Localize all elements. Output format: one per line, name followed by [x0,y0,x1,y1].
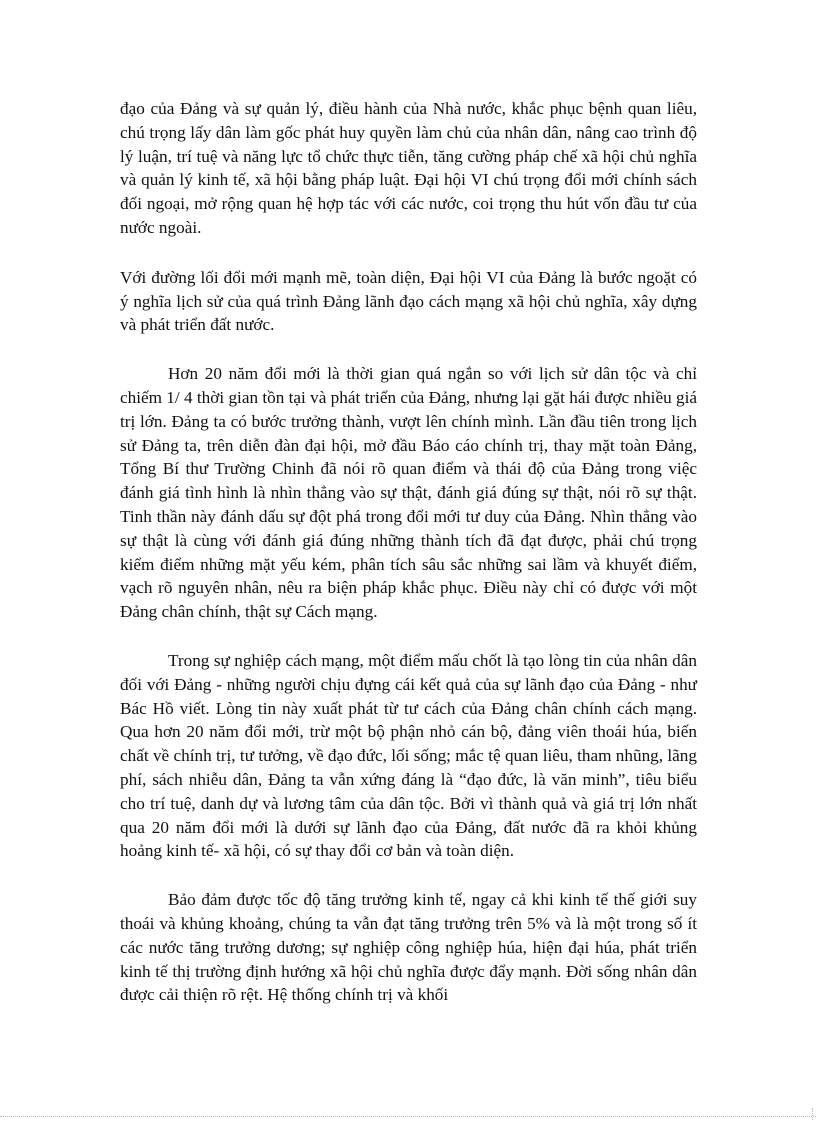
document-body [120,97,697,1007]
paragraph-1: đạo của Đảng và sự quản lý, điều hành của Nhà nước, khắc phục bệnh quan liêu, chú trọng lấy dân làm gốc phát huy quyền làm chủ của nhân dân, nâng cao trình độ lý luận, trí tuệ và năng lực tổ chức thực tiễn, tăng cường pháp chế xã hội chủ nghĩa và quản lý kinh tế, xã hội bằng pháp luật. Đại hội VI chú trọng đổi mới chính sách đối ngoại, mở rộng quan hệ hợp tác với các nước, coi trọng thu hút vốn đầu tư của nước ngoài. [120,99,697,237]
paragraph-2: Với đường lối đổi mới mạnh mẽ, toàn diện, Đại hội VI của Đảng là bước ngoặt có ý nghĩa lịch sử của quá trình Đảng lãnh đạo cách mạng xã hội chủ nghĩa, xây dựng và phát triển đất nước. [120,267,697,335]
paragraph-3: Hơn 20 năm đổi mới là thời gian quá ngắn so với lịch sử dân tộc và chỉ chiếm 1/ 4 thời gian tồn tại và phát triển của Đảng, nhưng lại gặt hái được nhiều giá trị lớn. Đảng ta có bước trưởng thành, vượt lên chính mình. Lần đầu tiên trong lịch sử Đảng ta, trên diễn đàn đại hội, mở đầu Báo cáo chính trị, thay mặt toàn Đảng, Tổng Bí thư Trường Chinh đã nói rõ quan điểm và thái độ của Đảng trong việc đánh giá tình hình là nhìn thẳng vào sự thật, đánh giá đúng sự thật, nói rõ sự thật. Tinh thần này đánh dấu sự đột phá trong đổi mới tư duy của Đảng. Nhìn thẳng vào sự thật là cùng với đánh giá đúng những thành tích đã đạt được, phải chú trọng kiểm điểm những mặt yếu kém, phân tích sâu sắc những sai lầm và khuyết điểm, vạch rõ nguyên nhân, nêu ra biện pháp khắc phục. Điều này chỉ có được với một Đảng chân chính, thật sự Cách mạng. [120,364,697,622]
paragraph-5: Bảo đảm được tốc độ tăng trưởng kinh tế, ngay cả khi kinh tế thế giới suy thoái và khủng khoảng, chúng ta vẫn đạt tăng trưởng trên 5% và là một trong số ít các nước tăng trưởng dương; sự nghiệp công nghiệp húa, hiện đại húa, phát triển kinh tế thị trường định hướng xã hội chủ nghĩa được đẩy mạnh. Đời sống nhân dân được cải thiện rõ rệt. Hệ thống chính trị và khối [120,890,697,1005]
page-corner-border [812,1108,813,1120]
page-bottom-border [0,1116,816,1117]
paragraph-4: Trong sự nghiệp cách mạng, một điểm mấu chốt là tạo lòng tin của nhân dân đối với Đảng - những người chịu đựng cái kết quả của sự lãnh đạo của Đảng - như Bác Hồ viết. Lòng tin này xuất phát từ tư cách của Đảng chân chính cách mạng. Qua hơn 20 năm đổi mới, trừ một bộ phận nhỏ cán bộ, đảng viên thoái húa, biến chất về chính trị, tư tưởng, về đạo đức, lối sống; mắc tệ quan liêu, tham nhũng, lãng phí, sách nhiễu dân, Đảng ta vẫn xứng đáng là “đạo đức, là văn minh”, tiêu biểu cho trí tuệ, danh dự và lương tâm của dân tộc. Bởi vì thành quả và giá trị lớn nhất qua 20 năm đổi mới là dưới sự lãnh đạo của Đảng, đất nước đã ra khỏi khủng hoảng kinh tế- xã hội, có sự thay đổi cơ bản và toàn diện. [120,650,697,861]
